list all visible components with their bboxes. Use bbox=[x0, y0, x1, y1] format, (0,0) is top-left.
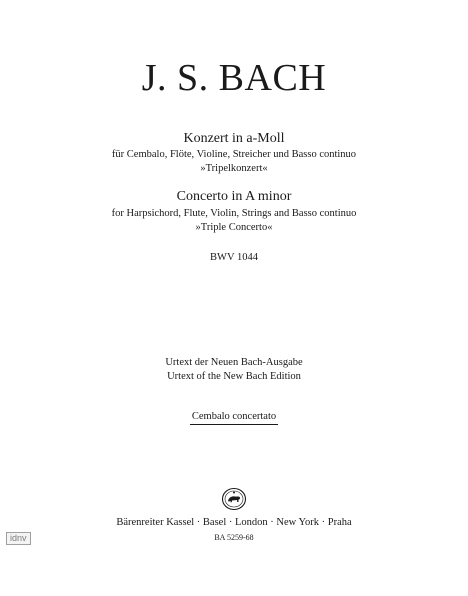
edition-number: BA 5259-68 bbox=[214, 533, 254, 542]
watermark-badge: idnv bbox=[6, 532, 31, 545]
part-name-box bbox=[0, 411, 468, 425]
publisher-line: Bärenreiter Kassel · Basel · London · New York · Praha bbox=[116, 517, 352, 528]
composer-name: J. S. BACH bbox=[141, 57, 327, 99]
title-english: Concerto in A minor bbox=[176, 189, 292, 204]
catalog-number: BWV 1044 bbox=[210, 252, 258, 263]
nickname-german: »Tripelkonzert« bbox=[200, 163, 268, 174]
scoring-english: for Harpsichord, Flute, Violin, Strings and Basso continuo bbox=[111, 208, 357, 219]
part-name: Cembalo concertato bbox=[190, 411, 278, 425]
nickname-english: »Triple Concerto« bbox=[195, 222, 273, 233]
urtext-german: Urtext der Neuen Bach-Ausgabe bbox=[165, 357, 303, 368]
urtext-english: Urtext of the New Bach Edition bbox=[167, 371, 301, 382]
baerenreiter-bear-logo-icon bbox=[221, 487, 247, 511]
scoring-german: für Cembalo, Flöte, Violine, Streicher und Basso continuo bbox=[111, 149, 357, 160]
title-german: Konzert in a-Moll bbox=[183, 131, 285, 146]
